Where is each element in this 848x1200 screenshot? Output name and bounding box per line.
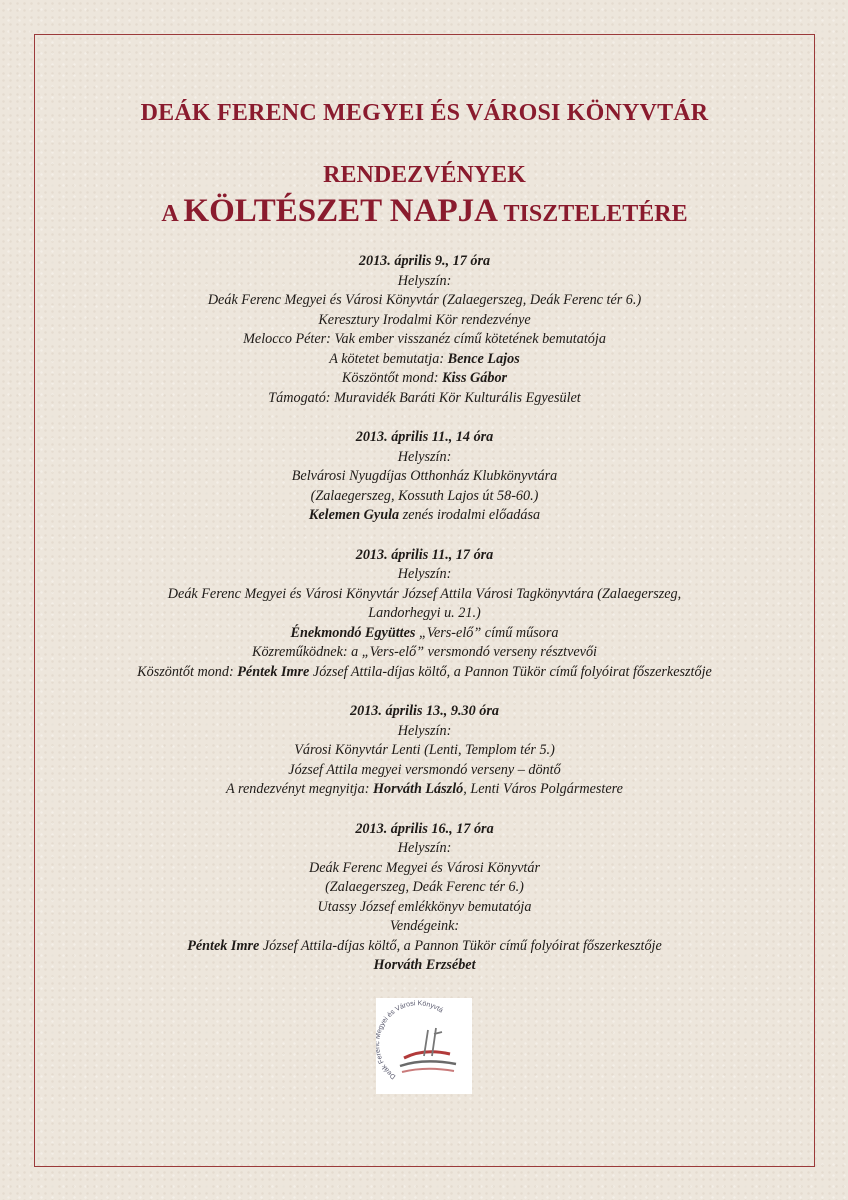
event-place-label: Helyszín: — [397, 840, 452, 856]
title-line-2 — [34, 191, 815, 237]
event-venue-line-2: (Zalaegerszeg, Deák Ferenc tér 6.) — [325, 879, 524, 895]
greeter-name: Kiss Gábor — [442, 370, 508, 386]
event-venue-line-1: Deák Ferenc Megyei és Városi Könyvtár — [309, 859, 540, 876]
greeter-suffix: József Attila-díjas költő, a Pannon Tükör című folyóirat főszerkesztője — [309, 663, 712, 680]
title-line-1: RENDEZVÉNYEK — [323, 162, 526, 188]
presenter-name: Bence Lajos — [447, 350, 520, 367]
event-place-label: Helyszín: — [397, 448, 452, 465]
event-participants: Közreműködnek: a „Vers-elő” versmondó verseny résztvevői — [251, 644, 597, 660]
event-item — [34, 820, 815, 976]
greeter-label: Köszöntőt mond: — [137, 663, 238, 680]
event-program: Melocco Péter: Vak ember visszanéz című kötetének bemutatója — [243, 331, 606, 347]
event-program — [34, 506, 815, 526]
event-organizer: Keresztury Irodalmi Kör rendezvénye — [318, 311, 531, 328]
guest-2-name: Horváth Erzsébet — [373, 957, 476, 973]
title-main: KÖLTÉSZET NAPJA — [183, 193, 498, 229]
event-venue-line-2: (Zalaegerszeg, Kossuth Lajos út 58-60.) — [310, 487, 539, 504]
event-sponsor: Támogató: Muravidék Baráti Kör Kulturális Egyesület — [268, 389, 581, 406]
event-venue-line-2: Landorhegyi u. 21.) — [368, 605, 481, 621]
event-date: 2013. április 11., 17 óra — [355, 546, 494, 563]
event-item — [34, 428, 815, 526]
library-logo — [376, 998, 472, 1094]
event-venue: Városi Könyvtár Lenti (Lenti, Templom tér 5.) — [294, 742, 555, 758]
library-logo-graphic — [376, 998, 472, 1094]
event-greeter — [34, 369, 815, 389]
event-venue-line-1: Belvárosi Nyugdíjas Otthonház Klubkönyvtára — [291, 468, 558, 484]
event-program: Utassy József emlékkönyv bemutatója — [317, 898, 532, 915]
event-place-label: Helyszín: — [397, 566, 452, 582]
event-date: 2013. április 16., 17 óra — [355, 820, 494, 837]
event-program — [34, 624, 815, 644]
event-program: József Attila megyei versmondó verseny – döntő — [288, 761, 561, 778]
title-article: A — [161, 201, 184, 227]
title-suffix: TISZTELETÉRE — [497, 201, 688, 227]
event-date: 2013. április 11., 14 óra — [355, 429, 494, 445]
guest-1-name: Péntek Imre — [187, 937, 260, 954]
event-guest-2 — [34, 956, 815, 976]
event-venue-line-1: Deák Ferenc Megyei és Városi Könyvtár József Attila Városi Tagkönyvtára (Zalaegerszeg, — [167, 585, 682, 602]
event-item — [34, 546, 815, 683]
opener-label: A rendezvényt megnyitja: — [226, 781, 373, 797]
event-presenter — [34, 350, 815, 370]
event-opener — [34, 780, 815, 800]
event-venue: Deák Ferenc Megyei és Városi Könyvtár (Zalaegerszeg, Deák Ferenc tér 6.) — [207, 292, 642, 308]
program-suffix: zenés irodalmi előadása — [399, 507, 541, 523]
event-list — [34, 252, 815, 996]
opener-suffix: , Lenti Város Polgármestere — [463, 781, 623, 797]
performer-name: Énekmondó Együttes — [290, 624, 416, 641]
greeter-label: Köszöntőt mond: — [341, 370, 443, 386]
presenter-label: A kötetet bemutatja: — [329, 350, 448, 367]
event-date: 2013. április 9., 17 óra — [358, 253, 491, 269]
event-greeter — [34, 663, 815, 683]
performer-name: Kelemen Gyula — [308, 507, 400, 523]
program-suffix: „Vers-elő” című műsora — [415, 624, 559, 641]
logo-arc-text: Deák Fer egyei és Városi Könyvtá — [376, 1000, 444, 1081]
event-place-label: Helyszín: — [397, 272, 452, 289]
opener-name: Horváth László — [372, 781, 464, 797]
event-guest-1 — [34, 937, 815, 957]
event-date: 2013. április 13., 9.30 óra — [350, 703, 499, 719]
organization-heading: DEÁK FERENC MEGYEI ÉS VÁROSI KÖNYVTÁR — [140, 100, 709, 126]
guest-1-suffix: József Attila-díjas költő, a Pannon Tükör című folyóirat főszerkesztője — [259, 937, 662, 954]
event-guests-label: Vendégeink: — [389, 918, 460, 934]
event-item — [34, 252, 815, 408]
greeter-name: Péntek Imre — [237, 663, 310, 680]
event-place-label: Helyszín: — [397, 722, 452, 739]
event-item — [34, 702, 815, 800]
